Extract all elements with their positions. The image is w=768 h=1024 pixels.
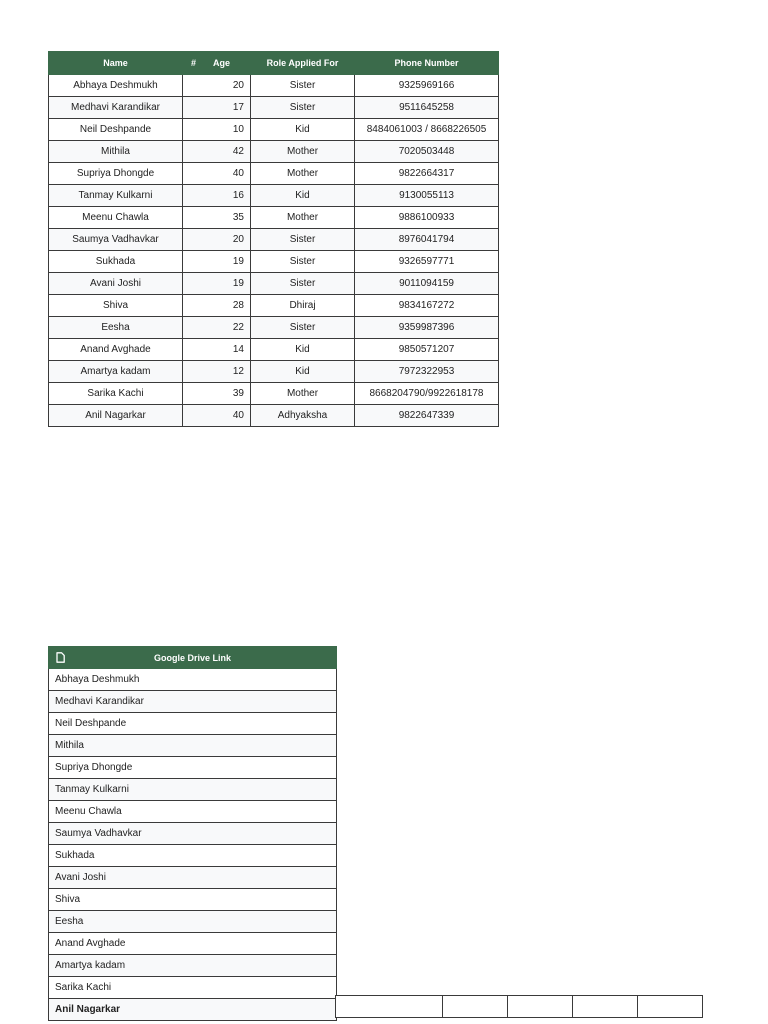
table-row [49, 867, 337, 889]
age-cell[interactable]: 40 [183, 163, 251, 185]
table-row [49, 955, 337, 977]
phone-cell[interactable]: 8976041794 [355, 229, 499, 251]
table-row [49, 779, 337, 801]
table-row [49, 339, 499, 361]
drive-link-name-cell[interactable]: Amartya kadam [49, 955, 337, 977]
table-row [49, 713, 337, 735]
table-row [49, 141, 499, 163]
table-row [49, 295, 499, 317]
table-row [49, 207, 499, 229]
drive-link-name-cell[interactable]: Medhavi Karandikar [49, 691, 337, 713]
name-cell[interactable]: Amartya kadam [49, 361, 183, 383]
age-cell[interactable]: 10 [183, 119, 251, 141]
role-cell[interactable]: Dhiraj [251, 295, 355, 317]
phone-cell[interactable]: 9850571207 [355, 339, 499, 361]
table-row [49, 933, 337, 955]
role-cell[interactable]: Sister [251, 229, 355, 251]
role-cell[interactable]: Mother [251, 207, 355, 229]
drive-link-name-cell[interactable]: Saumya Vadhavkar [49, 823, 337, 845]
table-row [49, 889, 337, 911]
drive-link-name-cell[interactable]: Sarika Kachi [49, 977, 337, 999]
empty-cells-row [335, 995, 703, 1018]
table-row [49, 185, 499, 207]
empty-cell[interactable] [508, 996, 573, 1018]
drive-link-name-cell[interactable]: Anil Nagarkar [49, 999, 337, 1021]
table-row [49, 691, 337, 713]
role-cell[interactable]: Kid [251, 185, 355, 207]
name-cell[interactable]: Sukhada [49, 251, 183, 273]
table-row [49, 75, 499, 97]
age-cell[interactable]: 42 [183, 141, 251, 163]
age-cell[interactable]: 14 [183, 339, 251, 361]
empty-cell[interactable] [336, 996, 443, 1018]
role-cell[interactable]: Kid [251, 119, 355, 141]
contacts-table [48, 51, 499, 427]
role-cell[interactable]: Mother [251, 163, 355, 185]
header-phone: Phone Number [355, 52, 499, 75]
drive-link-name-cell[interactable]: Avani Joshi [49, 867, 337, 889]
name-cell[interactable]: Abhaya Deshmukh [49, 75, 183, 97]
table-row [49, 361, 499, 383]
role-cell[interactable]: Mother [251, 141, 355, 163]
name-cell[interactable]: Shiva [49, 295, 183, 317]
phone-cell[interactable]: 7972322953 [355, 361, 499, 383]
name-cell[interactable]: Sarika Kachi [49, 383, 183, 405]
drive-header [49, 647, 337, 669]
header-role: Role Applied For [251, 52, 355, 75]
drive-link-name-cell[interactable]: Anand Avghade [49, 933, 337, 955]
table-row [49, 757, 337, 779]
drive-links-table [48, 646, 337, 1021]
age-cell[interactable]: 19 [183, 273, 251, 295]
header-age-cell [183, 52, 251, 75]
age-cell[interactable]: 22 [183, 317, 251, 339]
table-row [49, 163, 499, 185]
table-row [49, 977, 337, 999]
table-row [49, 823, 337, 845]
phone-cell[interactable]: 9822647339 [355, 405, 499, 427]
phone-cell[interactable]: 8668204790/9922618178 [355, 383, 499, 405]
drive-header-label: Google Drive Link [153, 652, 231, 663]
age-cell[interactable]: 12 [183, 361, 251, 383]
header-name: Name [49, 52, 183, 75]
age-cell[interactable]: 28 [183, 295, 251, 317]
role-cell[interactable]: Sister [251, 97, 355, 119]
table-row [49, 317, 499, 339]
name-cell[interactable]: Meenu Chawla [49, 207, 183, 229]
age-cell[interactable]: 35 [183, 207, 251, 229]
phone-cell[interactable]: 9834167272 [355, 295, 499, 317]
phone-cell[interactable]: 9325969166 [355, 75, 499, 97]
table-row [49, 911, 337, 933]
header-hash: # [190, 58, 196, 68]
table-row [49, 97, 499, 119]
name-cell[interactable]: Eesha [49, 317, 183, 339]
role-cell[interactable]: Kid [251, 339, 355, 361]
drive-link-name-cell[interactable]: Supriya Dhongde [49, 757, 337, 779]
drive-link-name-cell[interactable]: Mithila [49, 735, 337, 757]
header-age: Age [212, 58, 230, 68]
phone-cell[interactable]: 9359987396 [355, 317, 499, 339]
phone-cell[interactable]: 9011094159 [355, 273, 499, 295]
phone-cell[interactable]: 8484061003 / 8668226505 [355, 119, 499, 141]
age-cell[interactable]: 40 [183, 405, 251, 427]
age-cell[interactable]: 20 [183, 75, 251, 97]
drive-link-name-cell[interactable]: Shiva [49, 889, 337, 911]
empty-cell[interactable] [573, 996, 638, 1018]
name-cell[interactable]: Neil Deshpande [49, 119, 183, 141]
age-cell[interactable]: 39 [183, 383, 251, 405]
name-cell[interactable]: Supriya Dhongde [49, 163, 183, 185]
role-cell[interactable]: Sister [251, 251, 355, 273]
drive-link-name-cell[interactable]: Eesha [49, 911, 337, 933]
table-row [49, 251, 499, 273]
phone-cell[interactable]: 9822664317 [355, 163, 499, 185]
name-cell[interactable]: Anil Nagarkar [49, 405, 183, 427]
drive-link-name-cell[interactable]: Meenu Chawla [49, 801, 337, 823]
drive-link-name-cell[interactable]: Neil Deshpande [49, 713, 337, 735]
role-cell[interactable]: Kid [251, 361, 355, 383]
phone-cell[interactable]: 9326597771 [355, 251, 499, 273]
drive-link-name-cell[interactable]: Tanmay Kulkarni [49, 779, 337, 801]
table-row [49, 801, 337, 823]
age-cell[interactable]: 19 [183, 251, 251, 273]
name-cell[interactable]: Saumya Vadhavkar [49, 229, 183, 251]
table-row [49, 229, 499, 251]
document-icon [56, 652, 65, 663]
table-row [49, 119, 499, 141]
table-row [49, 383, 499, 405]
phone-cell[interactable]: 9511645258 [355, 97, 499, 119]
phone-cell[interactable]: 9886100933 [355, 207, 499, 229]
empty-cell[interactable] [443, 996, 508, 1018]
table-row [49, 735, 337, 757]
role-cell[interactable]: Sister [251, 273, 355, 295]
role-cell[interactable]: Mother [251, 383, 355, 405]
age-cell[interactable]: 17 [183, 97, 251, 119]
drive-link-name-cell[interactable]: Sukhada [49, 845, 337, 867]
role-cell[interactable]: Adhyaksha [251, 405, 355, 427]
drive-header-row [49, 647, 337, 669]
role-cell[interactable]: Sister [251, 317, 355, 339]
name-cell[interactable]: Medhavi Karandikar [49, 97, 183, 119]
age-cell[interactable]: 16 [183, 185, 251, 207]
contacts-header-row [49, 52, 499, 75]
name-cell[interactable]: Mithila [49, 141, 183, 163]
table-row [49, 845, 337, 867]
phone-cell[interactable]: 7020503448 [355, 141, 499, 163]
phone-cell[interactable]: 9130055113 [355, 185, 499, 207]
name-cell[interactable]: Anand Avghade [49, 339, 183, 361]
drive-link-name-cell[interactable]: Abhaya Deshmukh [49, 669, 337, 691]
role-cell[interactable]: Sister [251, 75, 355, 97]
empty-cell[interactable] [638, 996, 703, 1018]
table-row [49, 669, 337, 691]
name-cell[interactable]: Tanmay Kulkarni [49, 185, 183, 207]
name-cell[interactable]: Avani Joshi [49, 273, 183, 295]
age-cell[interactable]: 20 [183, 229, 251, 251]
table-row [49, 405, 499, 427]
table-row [49, 273, 499, 295]
table-row [49, 999, 337, 1021]
